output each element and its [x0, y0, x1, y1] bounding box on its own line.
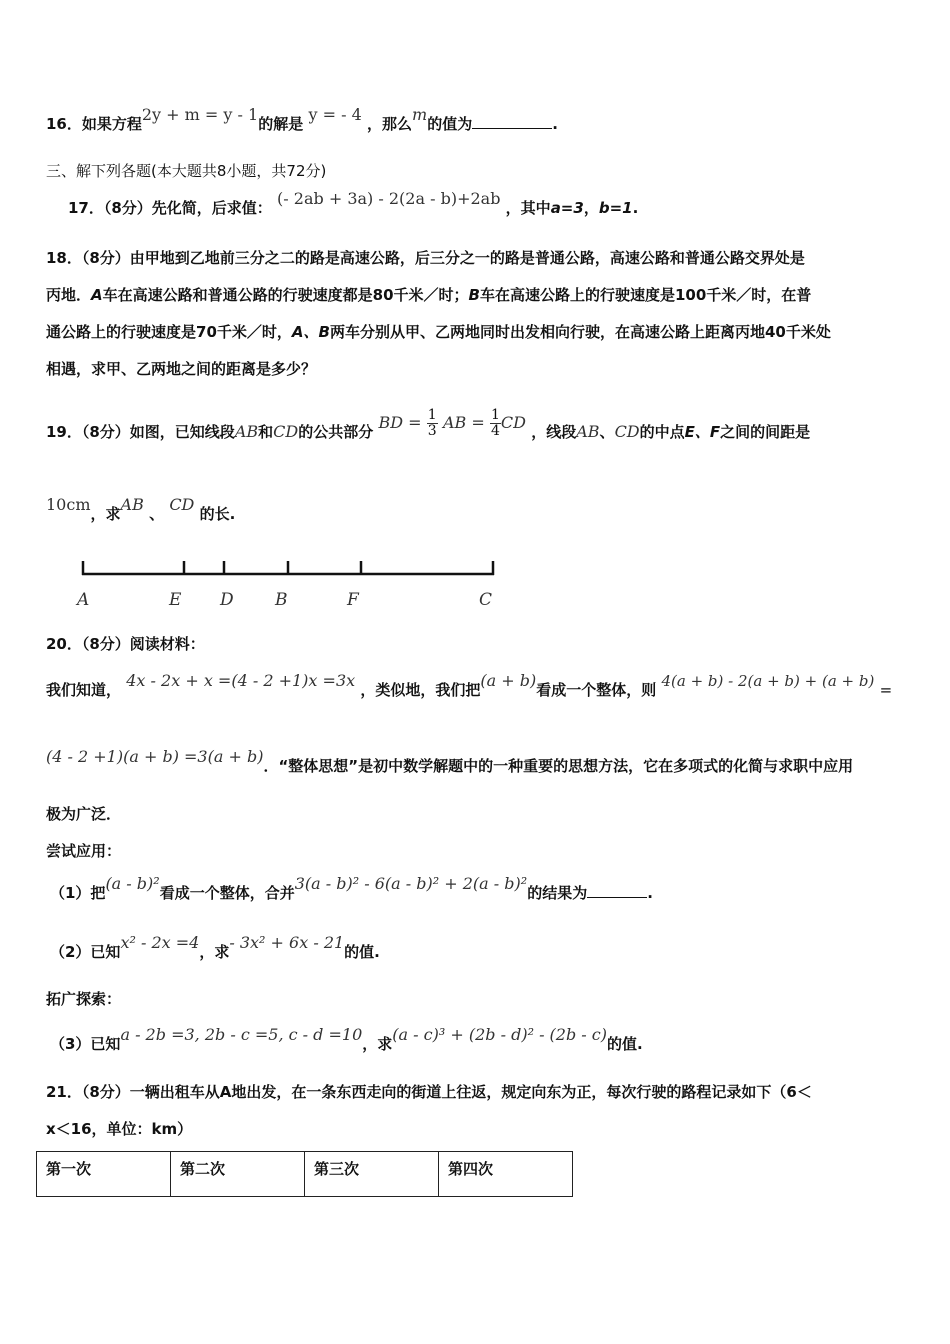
segment-diagram: [0, 555, 950, 585]
q19-eq-lhs: BD =: [378, 413, 422, 432]
q16-solution: y = - 4: [308, 105, 362, 124]
q20-text: 的结果为: [527, 884, 588, 902]
table-header-cell: 第一次: [37, 1152, 171, 1197]
q20-sub3-label: （3）已知: [50, 1035, 121, 1053]
q21-record-table: [36, 1151, 573, 1197]
q19-segment-ab: AB: [234, 422, 259, 441]
q17-cond-b: b=1: [598, 199, 633, 217]
q19-length: 10cm: [46, 495, 91, 514]
q20-text: ，求: [199, 943, 230, 961]
q21-line-1: 21．（8分）一辆出租车从A地出发，在一条东西走向的街道上往返，规定向东为正，每次行驶的路程记录如下（6＜: [46, 1083, 812, 1101]
q20-para-3: 极为广泛．: [46, 805, 122, 823]
q18-text: 车在高速公路上的行驶速度是100千米／时，在普: [479, 286, 812, 304]
q20-sub-1: [50, 874, 653, 904]
q20-example-eq: 4x - 2x + x =(4 - 2 +1)x =3x: [126, 671, 356, 690]
q18-var-b: B: [468, 286, 480, 304]
q19-segment-cd: CD: [614, 422, 640, 441]
table-header-cell: 第三次: [305, 1152, 439, 1197]
q20-sub2-label: （2）已知: [50, 943, 121, 961]
q16-var-m: m: [412, 105, 428, 124]
q19-eq-mid: AB =: [442, 413, 485, 432]
q19-segment-cd: CD: [273, 422, 299, 441]
q20-sub-3: [50, 1025, 643, 1055]
label-b: B: [275, 590, 288, 610]
q18-text: 车在高速公路和普通公路的行驶速度都是80千米／时；: [102, 286, 469, 304]
q20-sub3-expr: (a - c)³ + (2b - d)² - (2b - c): [392, 1025, 607, 1044]
q19-frac-1: [427, 408, 438, 439]
q16-mid2: ，那么: [367, 115, 413, 133]
q18-line-1: 18．（8分）由甲地到乙地前三分之二的路是高速公路，后三分之一的路是普通公路，高速公路和普通公路交界处是: [46, 249, 805, 267]
q19-line-1: [46, 407, 811, 448]
q20-sub3-cond: a - 2b =3, 2b - c =5, c - d =10: [120, 1025, 363, 1044]
q17-prefix: 17．（8分）先化简，后求值：: [68, 199, 272, 217]
q20-ext-heading: 拓广探索：: [46, 990, 122, 1008]
q16-equation: 2y + m = y - 1: [141, 105, 259, 124]
q20-sub-2: [50, 933, 380, 963]
q17-sep: ，: [583, 199, 599, 217]
q20-eq-sign: =: [879, 681, 893, 699]
q20-sub2-expr: - 3x² + 6x - 21: [229, 933, 345, 952]
q19-frac-1-den: 3: [427, 423, 437, 439]
q20-text: 的值.: [607, 1035, 643, 1053]
q16-line: [46, 105, 558, 135]
q17-expression: (- 2ab + 3a) - 2(2a - b)+2ab: [277, 189, 501, 208]
q19-and: 和: [258, 423, 274, 441]
q19-mid3: 的中点: [639, 423, 685, 441]
q19-points-ef: E、F: [684, 423, 721, 441]
q20-text: ，类似地，我们把: [360, 681, 481, 699]
q16-prefix: 16．如果方程: [46, 115, 142, 133]
q19-frac-1-num: 1: [427, 407, 437, 423]
q20-sub2-cond: x² - 2x =4: [120, 933, 200, 952]
q18-text: 两车分别从甲、乙两地同时出发相向行驶，在高速公路上距离丙地40千米处: [329, 323, 831, 341]
q20-expr-3: (4 - 2 +1)(a + b) =3(a + b): [46, 747, 264, 766]
q18-text: 丙地．: [46, 286, 92, 304]
q16-answer-blank[interactable]: [472, 128, 552, 129]
q17-end: .: [632, 199, 639, 217]
q19-ask-end: 的长.: [199, 505, 236, 523]
q18-var-a: A: [91, 286, 103, 304]
q21-line-2: x＜16，单位：km）: [46, 1120, 193, 1138]
q20-text: 我们知道，: [46, 681, 122, 699]
q19-frac-2-den: 4: [490, 423, 500, 439]
q19-mid2: ，线段: [531, 423, 577, 441]
q20-text: 的值.: [344, 943, 380, 961]
q20-text: ，求: [362, 1035, 393, 1053]
q19-sep: 、: [599, 423, 615, 441]
q20-sub1-expr: 3(a - b)² - 6(a - b)² + 2(a - b)²: [294, 874, 528, 893]
q20-try-heading: 尝试应用：: [46, 842, 122, 860]
q18-line-4: 相遇，求甲、乙两地之间的距离是多少？: [46, 360, 317, 378]
q20-sub1-label: （1）把: [50, 884, 106, 902]
q18-text: 通公路上的行驶速度是70千米／时，: [46, 323, 292, 341]
q17-cond-a: a=3: [550, 199, 584, 217]
q16-end: .: [552, 115, 558, 133]
q20-title: 20．（8分）阅读材料：: [46, 635, 205, 653]
q20-end: .: [647, 884, 653, 902]
q17-line: [68, 189, 639, 219]
q19-equation: [378, 408, 526, 439]
q19-sep: 、: [149, 505, 165, 523]
q19-mid: 的公共部分: [298, 423, 374, 441]
q20-para-2: [46, 747, 854, 777]
label-c: C: [479, 590, 493, 610]
q19-segment-cd: CD: [169, 495, 195, 514]
table-header-cell: 第四次: [439, 1152, 573, 1197]
q19-line-2: [46, 495, 236, 525]
label-f: F: [347, 590, 359, 610]
q19-eq-end: CD: [500, 413, 526, 432]
q19-tail: 之间的间距是: [720, 423, 811, 441]
q19-segment-ab: AB: [120, 495, 144, 514]
q20-text: 看成一个整体，则: [536, 681, 657, 699]
q19-segment-ab: AB: [576, 422, 600, 441]
label-a: A: [77, 590, 90, 610]
label-d: D: [220, 590, 234, 610]
q20-text: 看成一个整体，合并: [159, 884, 295, 902]
q19-frac-2: [490, 408, 501, 439]
q19-ask: ，求: [90, 505, 121, 523]
q20-expr-2: 4(a + b) - 2(a + b) + (a + b): [661, 672, 875, 690]
q18-line-2: [46, 284, 811, 306]
table-header-cell: 第二次: [171, 1152, 305, 1197]
q20-para-1: [46, 671, 893, 701]
section-title: 三、解下列各题(本大题共8小题，共72分): [46, 162, 327, 180]
q20-sub1-whole: (a - b)²: [105, 874, 160, 893]
q17-mid: ，其中: [505, 199, 551, 217]
q19-prefix: 19．（8分）如图，已知线段: [46, 423, 235, 441]
q19-frac-2-num: 1: [490, 407, 500, 423]
table-row: [37, 1152, 573, 1197]
q20-text: ．“整体思想”是初中数学解题中的一种重要的思想方法，它在多项式的化简与求职中应用: [263, 757, 854, 775]
q18-line-3: [46, 321, 831, 343]
q20-whole-expr: (a + b): [480, 671, 537, 690]
q20-sub1-answer-blank[interactable]: [587, 897, 647, 898]
q16-suffix: 的值为: [427, 115, 473, 133]
q16-mid1: 的解是: [258, 115, 304, 133]
label-e: E: [169, 590, 182, 610]
q18-var-ab: A、B: [291, 323, 330, 341]
